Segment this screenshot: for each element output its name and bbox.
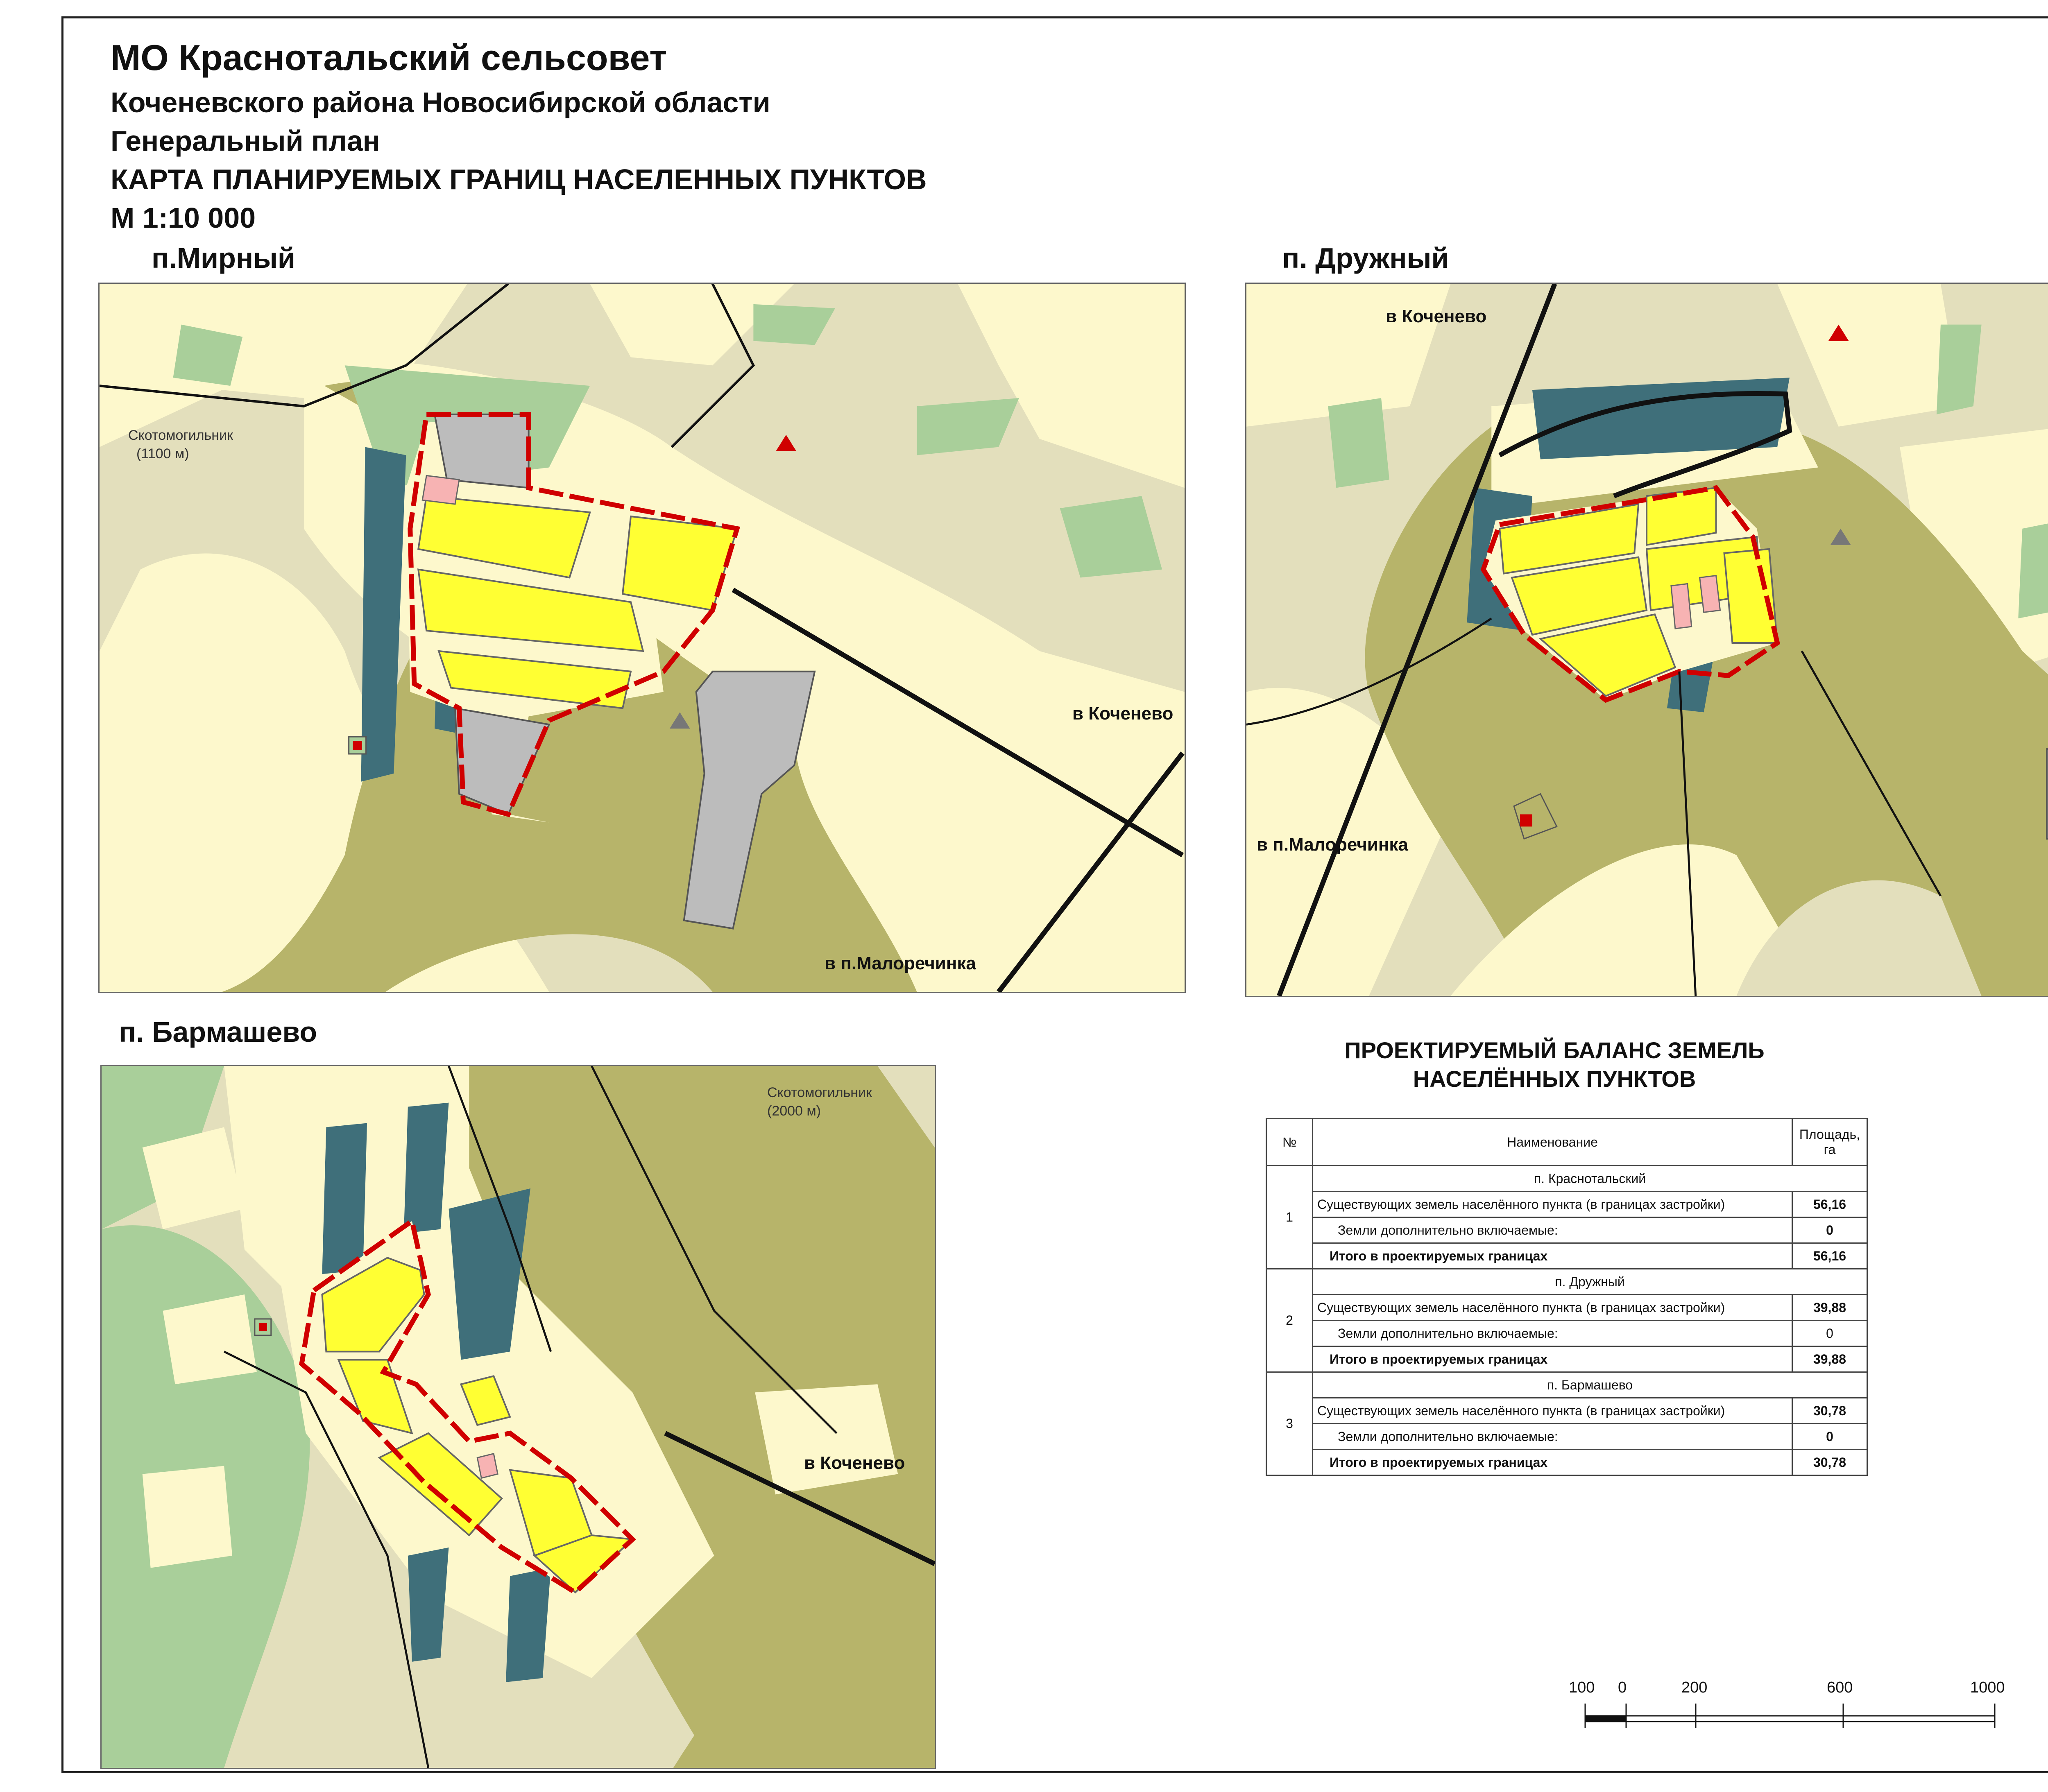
balance-existing-value: 39,88 bbox=[1792, 1295, 1867, 1321]
balance-head-area-1: Площадь, bbox=[1799, 1127, 1860, 1142]
balance-head-name: Наименование bbox=[1313, 1119, 1792, 1166]
table-row bbox=[1266, 1295, 1867, 1321]
balance-header-row bbox=[1266, 1119, 1867, 1166]
map-mirny[interactable] bbox=[98, 283, 1186, 993]
balance-add-value: 0 bbox=[1792, 1217, 1867, 1243]
balance-head-area bbox=[1792, 1119, 1867, 1166]
table-row bbox=[1266, 1192, 1867, 1217]
balance-add-label: Земли дополнительно включаемые: bbox=[1313, 1321, 1792, 1346]
balance-title bbox=[1270, 1036, 1839, 1093]
scale-label-0: 0 bbox=[1618, 1679, 1627, 1696]
mirny-cattle-label: Скотомогильник bbox=[128, 428, 233, 443]
balance-existing-label: Существующих земель населённого пункта (в границах застройки) bbox=[1313, 1398, 1792, 1424]
balance-add-label: Земли дополнительно включаемые: bbox=[1313, 1424, 1792, 1450]
balance-title-line2: НАСЕЛЁННЫХ ПУНКТОВ bbox=[1413, 1066, 1696, 1092]
barmashevo-cattle-label: Скотомогильник bbox=[767, 1085, 872, 1100]
table-row bbox=[1266, 1243, 1867, 1269]
balance-num: 1 bbox=[1266, 1166, 1313, 1269]
map-druzhny-title: п. Дружный bbox=[1282, 242, 1449, 274]
balance-head-num: № bbox=[1266, 1119, 1313, 1166]
balance-total-label: Итого в проектируемых границах bbox=[1313, 1243, 1792, 1269]
title-line3: Генеральный план bbox=[111, 125, 380, 157]
balance-table bbox=[1266, 1118, 1868, 1476]
map-druzhny-graphic bbox=[1246, 284, 2048, 996]
balance-total-label: Итого в проектируемых границах bbox=[1313, 1346, 1792, 1372]
table-row bbox=[1266, 1321, 1867, 1346]
balance-existing-label: Существующих земель населённого пункта (в границах застройки) bbox=[1313, 1192, 1792, 1217]
table-row bbox=[1266, 1166, 1867, 1192]
scale-label-100: 100 bbox=[1569, 1679, 1595, 1696]
barmashevo-to-kochenevo-label: в Коченево bbox=[804, 1453, 905, 1473]
balance-total-value: 30,78 bbox=[1792, 1450, 1867, 1475]
table-row bbox=[1266, 1346, 1867, 1372]
druzhny-to-malorechinka-label: в п.Малоречинка bbox=[1257, 835, 1408, 855]
title-line5: М 1:10 000 bbox=[111, 202, 256, 234]
balance-num: 2 bbox=[1266, 1269, 1313, 1372]
title-line1: МО Краснотальский сельсовет bbox=[111, 37, 667, 78]
table-row bbox=[1266, 1269, 1867, 1295]
balance-settlement-name: п. Краснотальский bbox=[1313, 1166, 1867, 1192]
title-line4: КАРТА ПЛАНИРУЕМЫХ ГРАНИЦ НАСЕЛЕННЫХ ПУНКТОВ bbox=[111, 163, 927, 195]
balance-num: 3 bbox=[1266, 1372, 1313, 1475]
balance-settlement-name: п. Бармашево bbox=[1313, 1372, 1867, 1398]
balance-add-value: 0 bbox=[1792, 1321, 1867, 1346]
map-barmashevo-graphic bbox=[102, 1066, 935, 1768]
map-barmashevo[interactable] bbox=[100, 1065, 936, 1769]
balance-add-label: Земли дополнительно включаемые: bbox=[1313, 1217, 1792, 1243]
map-mirny-graphic bbox=[100, 284, 1185, 992]
balance-existing-label: Существующих земель населённого пункта (в границах застройки) bbox=[1313, 1295, 1792, 1321]
table-row bbox=[1266, 1424, 1867, 1450]
mirny-cattle-distance: (1100 м) bbox=[136, 446, 189, 462]
table-row bbox=[1266, 1450, 1867, 1475]
table-row bbox=[1266, 1398, 1867, 1424]
map-druzhny[interactable] bbox=[1245, 283, 2048, 997]
druzhny-to-kochenevo-label: в Коченево bbox=[1386, 306, 1487, 326]
balance-total-value: 39,88 bbox=[1792, 1346, 1867, 1372]
scale-bar-graphic bbox=[1581, 1699, 1999, 1736]
balance-total-label: Итого в проектируемых границах bbox=[1313, 1450, 1792, 1475]
map-mirny-title: п.Мирный bbox=[152, 242, 295, 274]
title-line2: Коченевского района Новосибирской области bbox=[111, 86, 770, 118]
map-barmashevo-title: п. Бармашево bbox=[119, 1016, 317, 1048]
table-row bbox=[1266, 1217, 1867, 1243]
scale-label-1000: 1000 bbox=[1970, 1679, 2005, 1696]
mirny-to-kochenevo-label: в Коченево bbox=[1072, 704, 1174, 724]
balance-add-value: 0 bbox=[1792, 1424, 1867, 1450]
mirny-to-malorechinka-label: в п.Малоречинка bbox=[825, 953, 976, 973]
balance-existing-value: 30,78 bbox=[1792, 1398, 1867, 1424]
barmashevo-cattle-distance: (2000 м) bbox=[767, 1103, 821, 1119]
title-block bbox=[111, 37, 927, 240]
balance-settlement-name: п. Дружный bbox=[1313, 1269, 1867, 1295]
table-row bbox=[1266, 1372, 1867, 1398]
balance-title-line1: ПРОЕКТИРУЕМЫЙ БАЛАНС ЗЕМЕЛЬ bbox=[1344, 1037, 1765, 1063]
scale-label-200: 200 bbox=[1681, 1679, 1708, 1696]
balance-total-value: 56,16 bbox=[1792, 1243, 1867, 1269]
balance-existing-value: 56,16 bbox=[1792, 1192, 1867, 1217]
balance-head-area-2: га bbox=[1824, 1142, 1836, 1157]
scale-label-600: 600 bbox=[1827, 1679, 1853, 1696]
